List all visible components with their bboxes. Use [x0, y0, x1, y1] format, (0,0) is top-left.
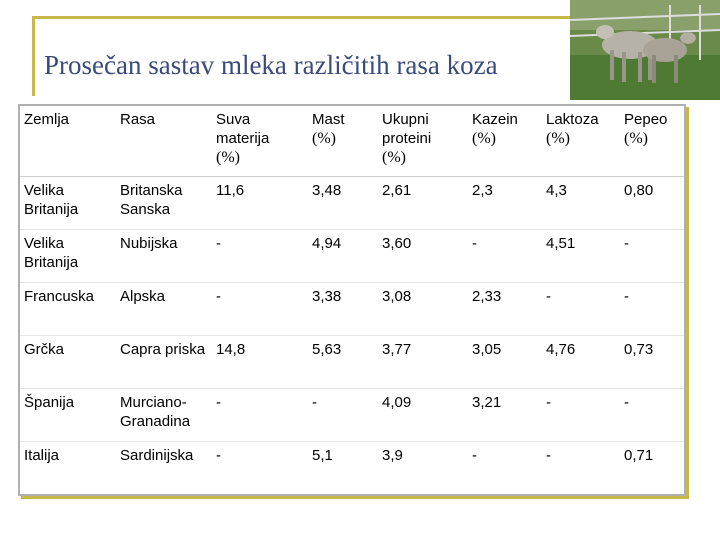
table-cell: - — [468, 230, 542, 283]
table-cell: - — [620, 389, 685, 442]
header-cell: Laktoza (%) — [542, 105, 620, 177]
table-cell: 2,3 — [468, 177, 542, 230]
table-cell: 2,61 — [378, 177, 468, 230]
table-cell: 3,77 — [378, 336, 468, 389]
table-cell: 5,63 — [308, 336, 378, 389]
goat-milk-composition-table — [18, 104, 686, 496]
table-cell: 3,38 — [308, 283, 378, 336]
table-cell: Grčka — [19, 336, 116, 389]
header-cell: Zemlja — [19, 105, 116, 177]
table-cell: - — [212, 442, 308, 496]
table-cell: - — [542, 283, 620, 336]
table-cell: 0,71 — [620, 442, 685, 496]
table-cell: Nubijska — [116, 230, 212, 283]
header-cell: Pepeo (%) — [620, 105, 685, 177]
table-row — [19, 442, 685, 496]
table-cell: 3,05 — [468, 336, 542, 389]
table-cell: 11,6 — [212, 177, 308, 230]
table-cell: Britanska Sanska — [116, 177, 212, 230]
table-cell: 0,80 — [620, 177, 685, 230]
table-cell: - — [212, 389, 308, 442]
table-cell: 3,21 — [468, 389, 542, 442]
table-cell: 5,1 — [308, 442, 378, 496]
header-cell: Kazein (%) — [468, 105, 542, 177]
table-cell: - — [620, 283, 685, 336]
table-cell: 4,3 — [542, 177, 620, 230]
table-cell: 3,48 — [308, 177, 378, 230]
goats-photo — [570, 0, 720, 100]
table-cell: Murciano-Granadina — [116, 389, 212, 442]
table-cell: Capra priska — [116, 336, 212, 389]
table-cell: 14,8 — [212, 336, 308, 389]
table-row — [19, 283, 685, 336]
table-header-row — [19, 105, 685, 177]
header-cell: Suva materija (%) — [212, 105, 308, 177]
table-cell: - — [212, 230, 308, 283]
table-cell: Velika Britanija — [19, 230, 116, 283]
table-cell: Francuska — [19, 283, 116, 336]
table-cell: Alpska — [116, 283, 212, 336]
table-cell: - — [308, 389, 378, 442]
table-cell: 3,60 — [378, 230, 468, 283]
table-row — [19, 177, 685, 230]
table-cell: 0,73 — [620, 336, 685, 389]
table-cell: Španija — [19, 389, 116, 442]
table-cell: - — [542, 442, 620, 496]
table-cell: Italija — [19, 442, 116, 496]
table-cell: Sardinijska — [116, 442, 212, 496]
table-cell: - — [620, 230, 685, 283]
table-row — [19, 336, 685, 389]
table-cell: 3,08 — [378, 283, 468, 336]
table-cell: - — [468, 442, 542, 496]
table-cell: 4,94 — [308, 230, 378, 283]
header-cell: Rasa — [116, 105, 212, 177]
header-cell: Mast (%) — [308, 105, 378, 177]
title-frame-vertical — [32, 16, 35, 96]
header-cell: Ukupni proteini (%) — [378, 105, 468, 177]
table-cell: 4,76 — [542, 336, 620, 389]
table-cell: 3,9 — [378, 442, 468, 496]
table-cell: - — [212, 283, 308, 336]
table-cell: 4,51 — [542, 230, 620, 283]
table-cell: 4,09 — [378, 389, 468, 442]
table-cell: Velika Britanija — [19, 177, 116, 230]
table-cell: 2,33 — [468, 283, 542, 336]
table-row — [19, 230, 685, 283]
table-cell: - — [542, 389, 620, 442]
table-row — [19, 389, 685, 442]
slide-title: Prosečan sastav mleka različitih rasa koza — [44, 50, 498, 80]
